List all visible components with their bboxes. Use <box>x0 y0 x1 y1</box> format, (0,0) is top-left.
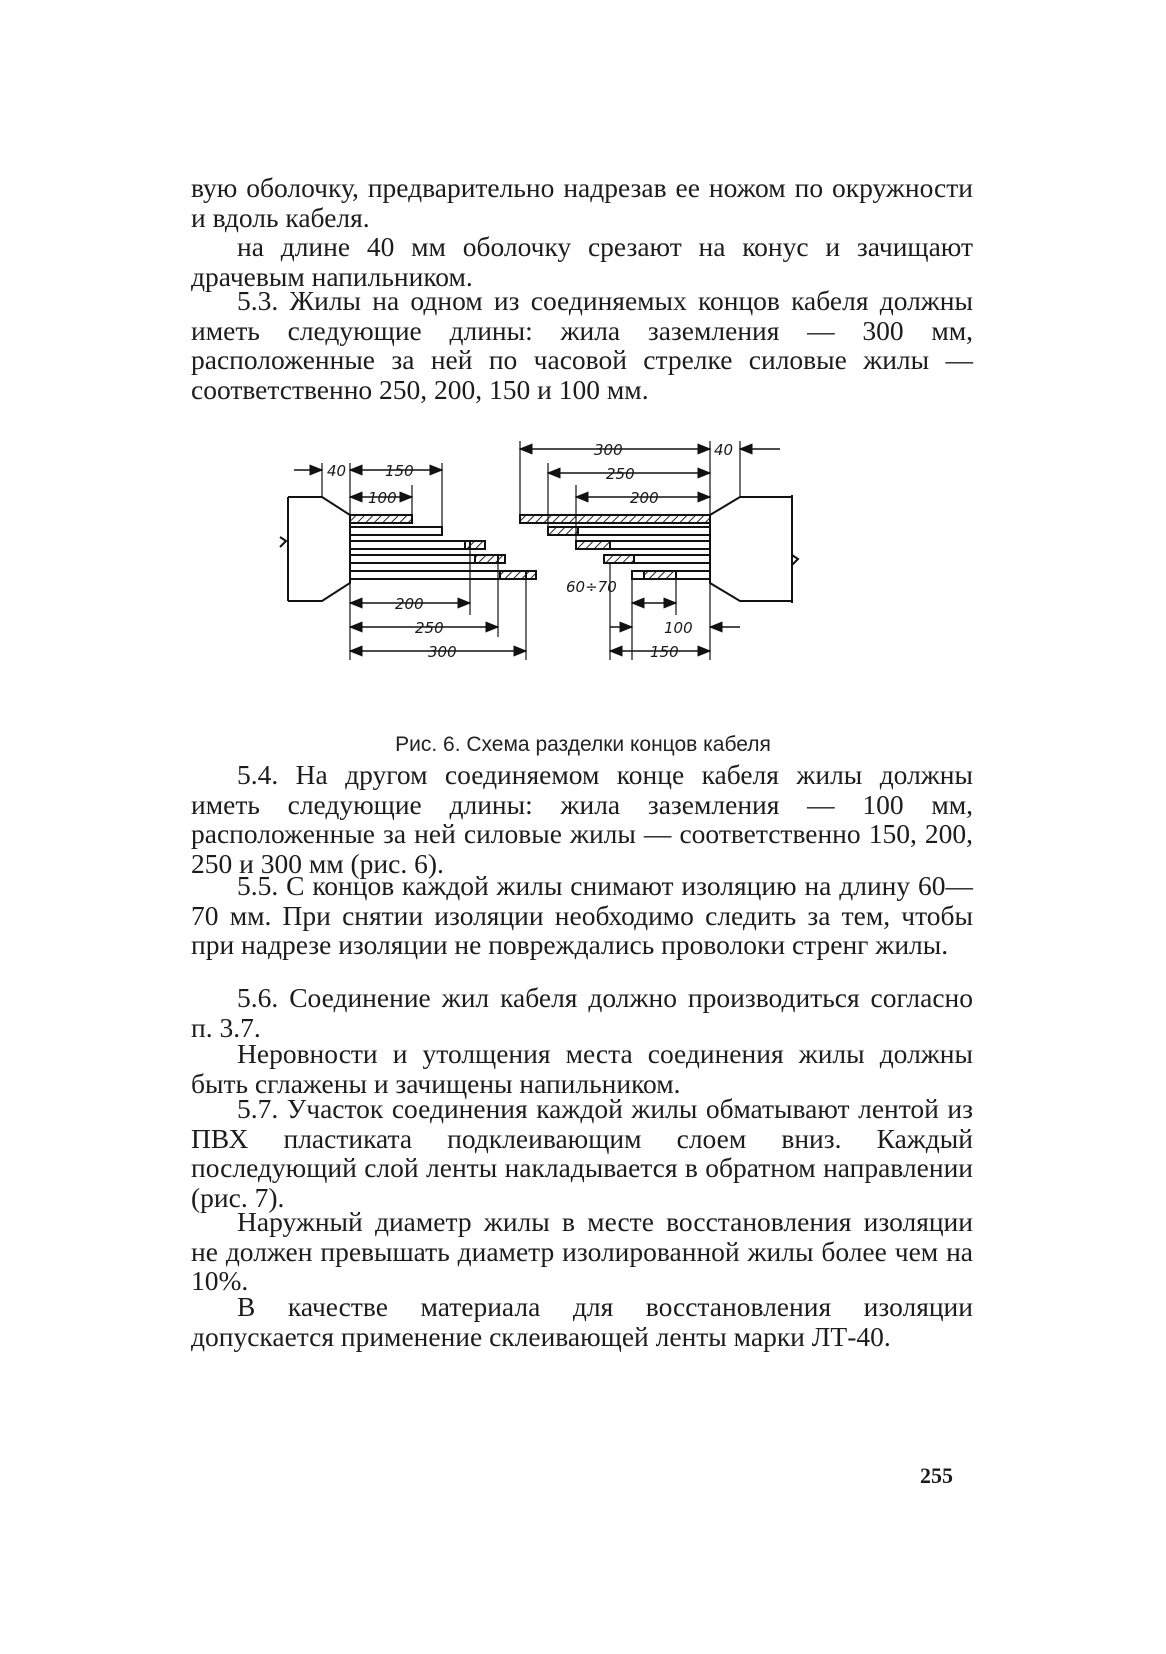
left-dim-100: 100 <box>368 489 397 507</box>
right-dim-60-70: 60÷70 <box>566 578 617 596</box>
paragraph-5-3: 5.3. Жилы на одном из соединяемых концов кабеля должны иметь следующие длины: жила заземления — 300 мм, расположенные за ней по часовой стрелке силовые жилы — соответственно 250, 200, 150 и 100 мм. <box>191 285 973 405</box>
left-cable-end <box>280 463 536 660</box>
paragraph-intro-continuation: вую оболочку, предварительно надрезав ее ножом по окружности и вдоль кабеля. <box>191 172 973 233</box>
paragraph-5-4: 5.4. На другом соединяемом конце кабеля жилы должны иметь следующие длины: жила заземления — 100 мм, расположенные за ней силовые жилы — соответственно 150, 200, 250 и 300 мм (рис. 6). <box>191 759 973 879</box>
paragraph-5-5: 5.5. С концов каждой жилы снимают изоляцию на длину 60—70 мм. При снятии изоляции необходимо следить за тем, чтобы при надрезе изоляции не повреждались проволоки стренг жилы. <box>191 870 973 960</box>
paragraph-cone-cut: на длине 40 мм оболочку срезают на конус и зачищают драчевым напильником. <box>191 231 973 292</box>
left-dim-250: 250 <box>415 619 444 637</box>
left-dim-40: 40 <box>327 462 347 480</box>
paragraph-tape-material: В качестве материала для восстановления изоляции допускается применение склеивающей ленты марки ЛТ-40. <box>191 1291 973 1352</box>
left-dim-200: 200 <box>395 595 424 613</box>
paragraph-5-7: 5.7. Участок соединения каждой жилы обматывают лентой из ПВХ пластиката подклеивающим слоем вниз. Каждый последующий слой ленты накладывается в обратном направлении (рис. 7). <box>191 1093 973 1213</box>
left-dim-150: 150 <box>385 462 414 480</box>
paragraph-smoothing: Неровности и утолщения места соединения жилы должны быть сглажены и зачищены напильником. <box>191 1038 973 1099</box>
paragraph-diameter: Наружный диаметр жилы в месте восстановления изоляции не должен превышать диаметр изолированной жилы более чем на 10%. <box>191 1206 973 1296</box>
figure-caption: Рис. 6. Схема разделки концов кабеля <box>395 733 771 756</box>
right-dim-40: 40 <box>714 441 734 459</box>
paragraph-5-6: 5.6. Соединение жил кабеля должно производиться согласно п. 3.7. <box>191 982 973 1043</box>
left-dim-300: 300 <box>428 643 457 661</box>
right-cable-end <box>520 441 798 660</box>
cable-cutting-diagram <box>280 441 800 675</box>
right-dim-300: 300 <box>594 441 623 459</box>
page-number: 255 <box>920 1463 953 1488</box>
right-dim-200: 200 <box>630 489 659 507</box>
right-dim-100: 100 <box>664 619 693 637</box>
right-dim-150: 150 <box>650 643 679 661</box>
right-dim-250: 250 <box>606 465 635 483</box>
